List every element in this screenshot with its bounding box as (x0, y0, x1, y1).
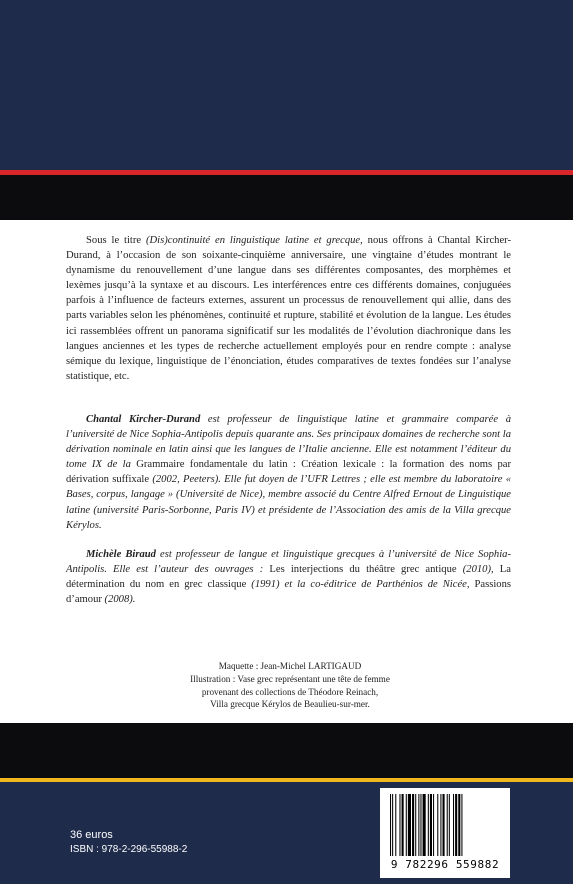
author1-text-1: est professeur de linguistique latine et grammaire comparée à l’université de Nice Sophia-Antipolis depuis quarante ans. Ses principaux domaines de recherche sont la dérivation nominale en latin ainsi que les langues de l’Italie ancienne. Elle est notamment l’éditeur du tome IX de la (66, 413, 511, 471)
author2-bio (66, 547, 511, 607)
back-cover-text (66, 233, 511, 607)
author2-text-2: (2010), (456, 563, 500, 575)
author2-work-1: Les interjections du théâtre grec antique (269, 563, 457, 575)
author2-text-3: (1991) et la co-éditrice de Parthénios de Nicée, (246, 578, 475, 590)
author1-name: Chantal Kircher-Durand (86, 413, 201, 425)
credit-maquette: Maquette : Jean-Michel LARTIGAUD (218, 661, 362, 671)
author2-work-3: Passions d’amour (66, 578, 511, 605)
author2-name: Michèle Biraud (86, 548, 156, 560)
summary-text-start: Sous le titre (86, 235, 146, 246)
credit-illustration-source: provenant des collections de Théodore Reinach, (201, 686, 379, 697)
top-black-band (0, 175, 573, 220)
credit-illustration-location: Villa grecque Kérylos de Beaulieu-sur-mer. (210, 699, 370, 710)
author2-text-1: est professeur de langue et linguistique grecques à l’université de Nice Sophia-Antipolis. Elle est l’auteur des ouvrages : (66, 548, 511, 575)
author2-text-4: (2008). (101, 593, 136, 605)
credit-illustration: Illustration : Vase grec représentant une tête de femme (190, 673, 390, 684)
top-navy-band (0, 0, 573, 170)
author1-work-1: Grammaire fondamentale du latin : Création lexicale : la formation des noms par dérivation suffixale (66, 459, 511, 486)
bottom-black-band (0, 723, 573, 778)
barcode-bars (388, 794, 502, 858)
credits-block (140, 660, 440, 711)
author1-bio (66, 412, 511, 533)
barcode-digits: 9 782296 559882 (390, 858, 500, 871)
price-label: 36 euros (70, 829, 113, 841)
author2-work-2: La détermination du nom en grec classique (66, 563, 511, 590)
author1-text-2: (2002, Peeters). Elle fut doyen de l’UFR Lettres ; elle est membre du laboratoire « Bases, corpus, langage » (Université de Nice), membre associé du Centre Alfred Ernout de Linguistique latine (université Paris-Sorbonne, Paris IV) et présidente de l’Association des amis de la Villa grecque Kérylos. (66, 474, 512, 531)
barcode (380, 788, 510, 878)
book-title: (Dis)continuité en linguistique latine et grecque (146, 235, 361, 246)
summary-text-body: , nous offrons à Chantal Kircher-Durand, à l’occasion de son soixante-cinquième anniversaire, une vingtaine d’études montrant le dynamisme du renouvellement d’une langue dans ses différentes composantes, des morphèmes et lexèmes jusqu’à la syntaxe et au discours. Les interférences entre ces différents domaines, conjuguées parfois à l’influence de facteurs externes, assurent un processus de renouvellement qui allie, dans des parts variables selon les phénomènes, continuité et rupture, stabilité et évolution de la langue. Les études ici rassemblées offrent un panorama significatif sur les modalités de l’évolution diachronique dans les langues anciennes et les types de recherche actuellement employés pour en rendre compte : analyse sémique du lexique, linguistique de l’énonciation, études comparatives de textes fondées sur l’analyse statistique, etc. (66, 235, 511, 382)
isbn-label: ISBN : 978-2-296-55988-2 (70, 844, 188, 855)
summary-paragraph (66, 233, 511, 384)
